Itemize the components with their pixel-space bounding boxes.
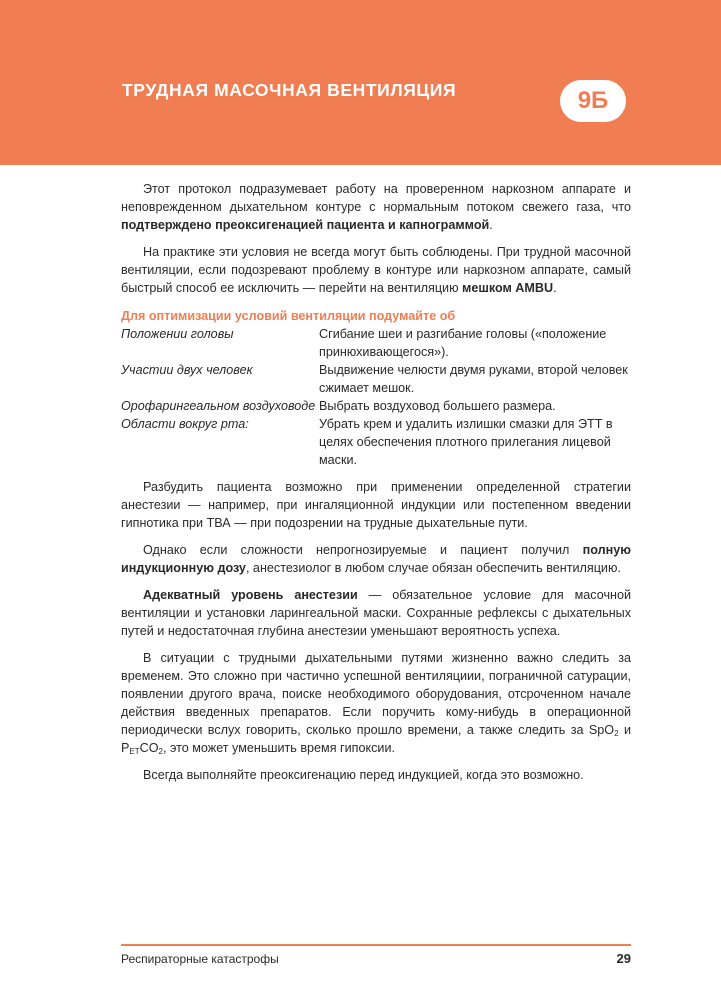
row-key: Орофарингеальном воздуховоде	[121, 399, 316, 413]
paragraph-practice: На практике эти условия не всегда могут быть соблюдены. При трудной масочной вентиляции, если подозревают проблему в контуре или наркозном аппарате, самый быстрый способ ее исключить — перейти на вентиляцию мешком AMBU.	[121, 245, 631, 295]
table-row	[121, 361, 631, 397]
table-row	[121, 415, 631, 469]
paragraph-wake-patient: Разбудить пациента возможно при применении определенной стратегии анестезии — например, при ингаляционной индукции или постепенном введении гипнотика при ТВА — при подозрении на трудные дыхательные пути.	[121, 480, 631, 530]
table-row	[121, 325, 631, 361]
paragraph-induction-dose: Однако если сложности непрогнозируемые и пациент получил полную индукционную дозу, анестезиолог в любом случае обязан обеспечить вентиляцию.	[121, 543, 631, 575]
header-banner	[0, 0, 721, 165]
paragraph-preoxygenation: Всегда выполняйте преоксигенацию перед индукцией, когда это возможно.	[143, 768, 584, 782]
protocol-badge: 9Б	[560, 80, 626, 122]
page-number: 29	[616, 951, 631, 966]
row-value: Сгибание шеи и разгибание головы («положение принюхивающегося»).	[319, 327, 607, 359]
row-value: Выдвижение челюсти двумя руками, второй человек сжимает мешок.	[319, 363, 628, 395]
footer-section-title: Респираторные катастрофы	[121, 952, 279, 966]
page-title: ТРУДНАЯ МАСОЧНАЯ ВЕНТИЛЯЦИЯ	[122, 80, 457, 100]
table-row	[121, 397, 631, 415]
row-key: Области вокруг рта:	[121, 417, 249, 431]
paragraph-anesthesia-level: Адекватный уровень анестезии — обязательное условие для масочной вентиляции и установки ларингеальной маски. Сохранные рефлексы с дыхательных путей и недостаточная глубина анестезии уменьшают вероятность успеха.	[121, 588, 631, 638]
paragraph-time-tracking: В ситуации с трудными дыхательными путями жизненно важно следить за временем. Это сложно при частично успешной вентиляциии, пограничной сатурации, появлении другого врача, поиске необходимого оборудования, отсроченном начале действия введенных препаратов. Если поручить кому-нибудь в операционной периодически вслух говорить, сколько прошло времени, а также следить за SpO$_2$ и $P_{ET}CO_2$, это может уменьшить время гипоксии.	[121, 651, 631, 756]
optimization-table	[121, 325, 631, 469]
row-key: Положении головы	[121, 327, 234, 341]
row-value: Выбрать воздуховод большего размера.	[319, 399, 556, 413]
main-content	[121, 180, 631, 793]
row-key: Участии двух человек	[121, 363, 253, 377]
paragraph-intro: Этот протокол подразумевает работу на проверенном наркозном аппарате и неповрежденном дыхательном контуре с нормальным потоком свежего газа, что подтверждено преоксигенацией пациента и капнограммой.	[121, 182, 631, 232]
footer-divider	[121, 944, 631, 946]
row-value: Убрать крем и удалить излишки смазки для ЭТТ в целях обеспечения плотного прилегания лицевой маски.	[319, 417, 613, 467]
optimization-heading: Для оптимизации условий вентиляции подумайте об	[121, 309, 456, 323]
